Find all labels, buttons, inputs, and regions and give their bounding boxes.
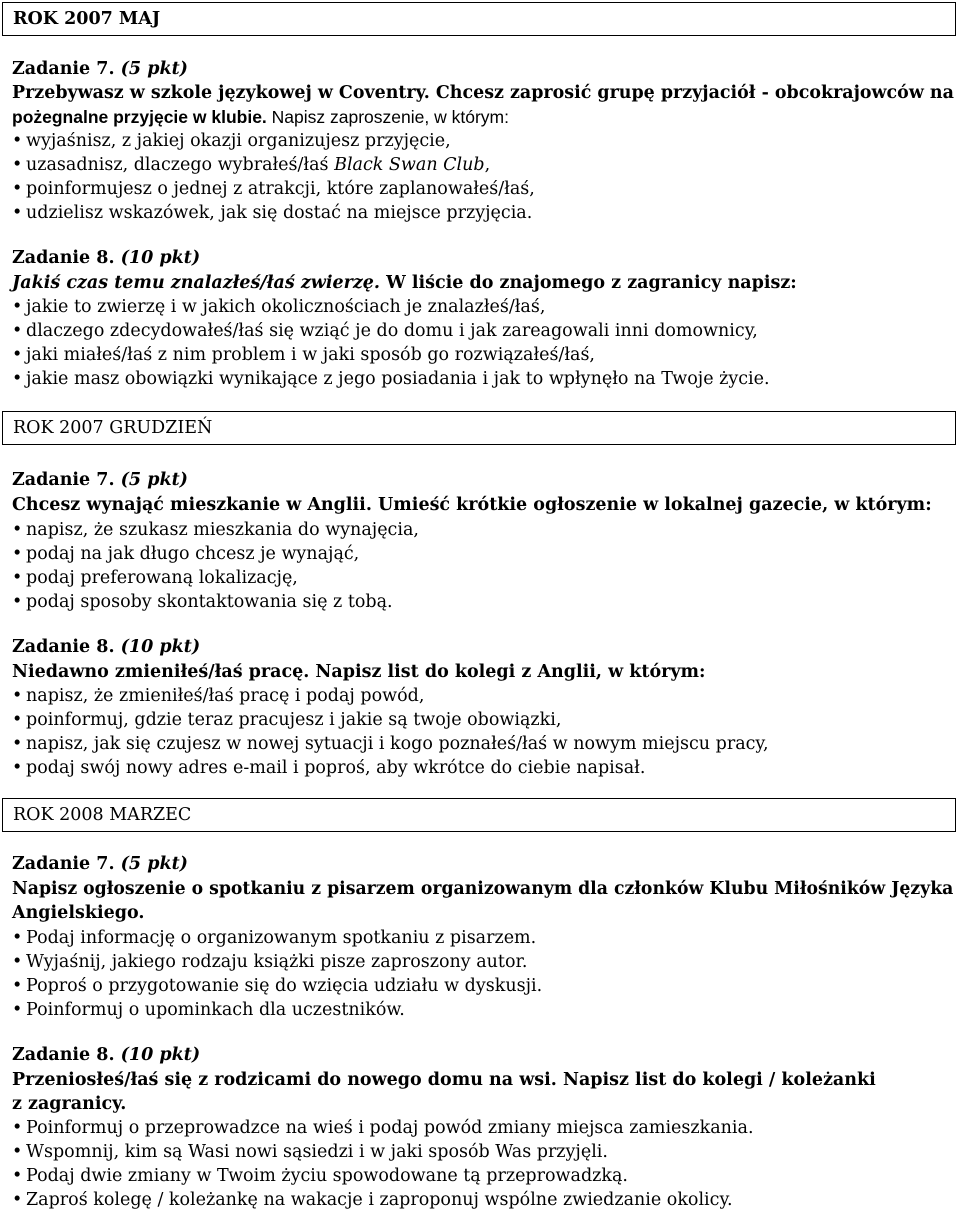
bullet-item bbox=[12, 367, 770, 391]
bullet-text: Wspomnij, kim są Wasi nowi sąsiedzi i w jaki sposób Was przyjęli. bbox=[26, 1142, 608, 1162]
bullet-text: podaj swój nowy adres e-mail i poproś, aby wkrótce do ciebie napisał. bbox=[26, 758, 646, 778]
bullet-text: jakie to zwierzę i w jakich okolicznościach je znalazłeś/łaś, bbox=[26, 297, 546, 317]
bullet-text: Poinformuj o przeprowadzce na wieś i podaj powód zmiany miejsca zamieszkania. bbox=[26, 1118, 754, 1138]
bullet-item bbox=[12, 129, 451, 153]
task-7-prompt-line-2 bbox=[12, 105, 509, 130]
bullet-text: Poproś o przygotowanie się do wzięcia udziału w dyskusji. bbox=[26, 976, 543, 996]
bullet-icon: • bbox=[12, 686, 23, 706]
bullet-icon: • bbox=[12, 592, 23, 612]
section-title: ROK 2008 MARZEC bbox=[13, 805, 192, 825]
task-points: (5 pkt) bbox=[120, 59, 188, 79]
bullet-icon: • bbox=[12, 155, 23, 175]
task-points: (5 pkt) bbox=[120, 470, 188, 490]
bullet-text: napisz, że zmieniłeś/łaś pracę i podaj powód, bbox=[26, 686, 425, 706]
bullet-text: uzasadnisz, dlaczego wybrałeś/łaś bbox=[26, 155, 335, 175]
task-7-title bbox=[12, 468, 188, 492]
bullet-item bbox=[12, 756, 645, 780]
task-label: Zadanie 7. bbox=[12, 59, 115, 79]
bullet-item bbox=[12, 201, 532, 225]
bullet-text: Podaj dwie zmiany w Twoim życiu spowodowane tą przeprowadzką. bbox=[26, 1166, 628, 1186]
bullet-icon: • bbox=[12, 710, 23, 730]
bullet-icon: • bbox=[12, 1190, 23, 1210]
task-8-prompt-line-1: Przeniosłeś/łaś się z rodzicami do nowego domu na wsi. Napisz list do kolegi / koleżanki bbox=[12, 1070, 876, 1090]
task-label: Zadanie 8. bbox=[12, 248, 115, 268]
bullet-text: napisz, jak się czujesz w nowej sytuacji i kogo poznałeś/łaś w nowym miejscu pracy, bbox=[26, 734, 769, 754]
bullet-item bbox=[12, 590, 393, 614]
bullet-icon: • bbox=[12, 758, 23, 778]
task-8-prompt: Niedawno zmieniłeś/łaś pracę. Napisz list do kolegi z Anglii, w którym: bbox=[12, 662, 706, 682]
bullet-item bbox=[12, 950, 528, 974]
bullet-text: poinformuj, gdzie teraz pracujesz i jakie są twoje obowiązki, bbox=[26, 710, 562, 730]
bullet-icon: • bbox=[12, 928, 23, 948]
task-8-title bbox=[12, 1043, 200, 1067]
bullet-icon: • bbox=[12, 976, 23, 996]
bullet-icon: • bbox=[12, 131, 23, 151]
club-name: Black Swan Club bbox=[334, 155, 485, 175]
task-8-prompt-line-2: z zagranicy. bbox=[12, 1094, 127, 1114]
bullet-icon: • bbox=[12, 203, 23, 223]
section-header-2008-marzec bbox=[2, 798, 956, 832]
bullet-item bbox=[12, 974, 542, 998]
task-points: (10 pkt) bbox=[120, 248, 201, 268]
bullet-text: jaki miałeś/łaś z nim problem i w jaki sposób go rozwiązałeś/łaś, bbox=[26, 345, 595, 365]
bullet-item bbox=[12, 1164, 628, 1188]
prompt-part-regular: Napisz zaproszenie, w którym: bbox=[266, 107, 509, 127]
bullet-icon: • bbox=[12, 1166, 23, 1186]
bullet-item bbox=[12, 343, 595, 367]
bullet-icon: • bbox=[12, 297, 23, 317]
task-label: Zadanie 8. bbox=[12, 1045, 115, 1065]
section-title: ROK 2007 GRUDZIEŃ bbox=[13, 418, 213, 438]
bullet-icon: • bbox=[12, 544, 23, 564]
bullet-text: wyjaśnisz, z jakiej okazji organizujesz przyjęcie, bbox=[26, 131, 451, 151]
bullet-text: Poinformuj o upominkach dla uczestników. bbox=[26, 1000, 405, 1020]
task-8-title bbox=[12, 246, 200, 270]
bullet-item bbox=[12, 732, 769, 756]
bullet-icon: • bbox=[12, 369, 23, 389]
bullet-item bbox=[12, 518, 419, 542]
task-points: (10 pkt) bbox=[120, 1045, 201, 1065]
task-7-prompt: Chcesz wynająć mieszkanie w Anglii. Umieść krótkie ogłoszenie w lokalnej gazecie, w którym: bbox=[12, 495, 932, 515]
bullet-text: napisz, że szukasz mieszkania do wynajęcia, bbox=[26, 520, 419, 540]
bullet-item bbox=[12, 1116, 754, 1140]
task-points: (5 pkt) bbox=[120, 854, 188, 874]
bullet-icon: • bbox=[12, 734, 23, 754]
bullet-item bbox=[12, 153, 490, 177]
bullet-text: Zaproś kolegę / koleżankę na wakacje i zaproponuj wspólne zwiedzanie okolicy. bbox=[26, 1190, 733, 1210]
bullet-item bbox=[12, 566, 298, 590]
bullet-item bbox=[12, 1140, 608, 1164]
task-points: (10 pkt) bbox=[120, 637, 201, 657]
bullet-icon: • bbox=[12, 1000, 23, 1020]
bullet-icon: • bbox=[12, 321, 23, 341]
section-header-2007-maj bbox=[2, 2, 956, 36]
task-label: Zadanie 8. bbox=[12, 637, 115, 657]
task-7-prompt-line-1: Napisz ogłoszenie o spotkaniu z pisarzem organizowanym dla członków Klubu Miłośników Języka bbox=[12, 879, 954, 899]
bullet-text: udzielisz wskazówek, jak się dostać na miejsce przyjęcia. bbox=[26, 203, 533, 223]
bullet-icon: • bbox=[12, 179, 23, 199]
bullet-text: jakie masz obowiązki wynikające z jego posiadania i jak to wpłynęło na Twoje życie. bbox=[26, 369, 770, 389]
task-7-title bbox=[12, 57, 188, 81]
bullet-text: dlaczego zdecydowałeś/łaś się wziąć je do domu i jak zareagowali inni domownicy, bbox=[26, 321, 758, 341]
bullet-item bbox=[12, 1188, 733, 1212]
bullet-item bbox=[12, 177, 535, 201]
section-header-2007-grudzien bbox=[2, 411, 956, 445]
bullet-icon: • bbox=[12, 1142, 23, 1162]
task-8-title bbox=[12, 635, 200, 659]
task-8-prompt bbox=[12, 271, 797, 295]
bullet-item bbox=[12, 295, 545, 319]
bullet-text: Podaj informację o organizowanym spotkaniu z pisarzem. bbox=[26, 928, 537, 948]
bullet-text: podaj na jak długo chcesz je wynająć, bbox=[26, 544, 360, 564]
bullet-text: Wyjaśnij, jakiego rodzaju książki pisze zaproszony autor. bbox=[26, 952, 528, 972]
prompt-part-italic: Jakiś czas temu znalazłeś/łaś zwierzę. bbox=[12, 273, 380, 293]
bullet-text: podaj sposoby skontaktowania się z tobą. bbox=[26, 592, 393, 612]
section-title: ROK 2007 MAJ bbox=[13, 9, 161, 29]
bullet-icon: • bbox=[12, 568, 23, 588]
club-suffix: , bbox=[484, 155, 491, 175]
bullet-icon: • bbox=[12, 952, 23, 972]
bullet-icon: • bbox=[12, 520, 23, 540]
bullet-text: poinformujesz o jednej z atrakcji, które zaplanowałeś/łaś, bbox=[26, 179, 535, 199]
task-7-title bbox=[12, 852, 188, 876]
prompt-part-bold: W liście do znajomego z zagranicy napisz: bbox=[380, 273, 797, 293]
bullet-item bbox=[12, 684, 424, 708]
bullet-text: podaj preferowaną lokalizację, bbox=[26, 568, 298, 588]
task-7-prompt-line-1: Przebywasz w szkole językowej w Coventry. Chcesz zaprosić grupę przyjaciół - obcokrajowców na bbox=[12, 83, 954, 103]
task-label: Zadanie 7. bbox=[12, 470, 115, 490]
bullet-item bbox=[12, 319, 758, 343]
prompt-part-bold: pożegnalne przyjęcie w klubie. bbox=[12, 107, 267, 127]
bullet-icon: • bbox=[12, 1118, 23, 1138]
bullet-item bbox=[12, 998, 405, 1022]
bullet-item bbox=[12, 926, 536, 950]
bullet-item bbox=[12, 542, 359, 566]
bullet-icon: • bbox=[12, 345, 23, 365]
bullet-item bbox=[12, 708, 561, 732]
task-label: Zadanie 7. bbox=[12, 854, 115, 874]
task-7-prompt-line-2: Angielskiego. bbox=[12, 903, 145, 923]
